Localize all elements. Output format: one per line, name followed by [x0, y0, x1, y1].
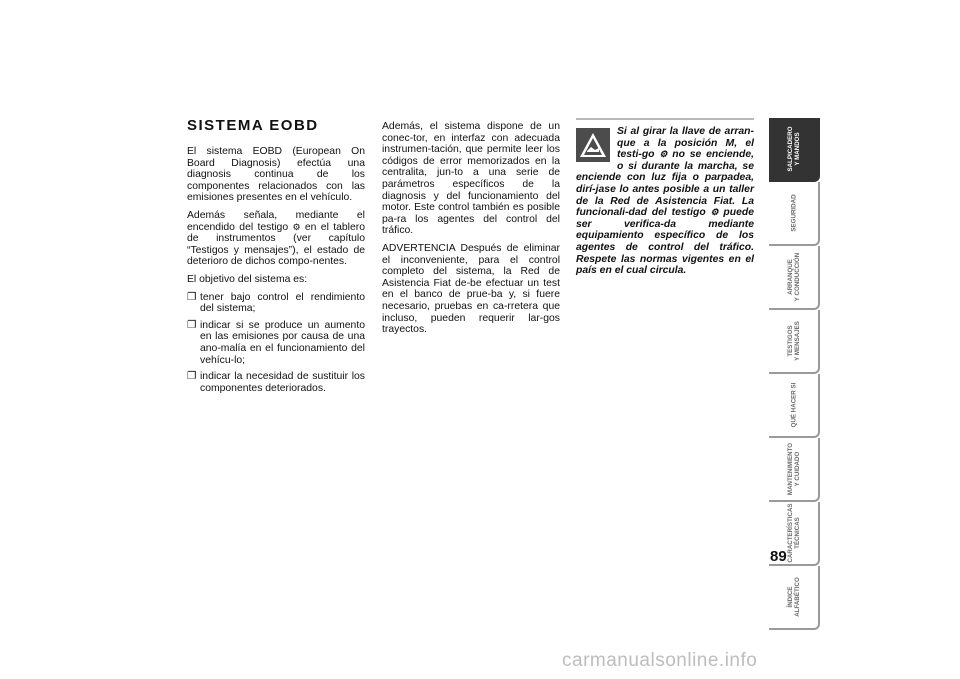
connector-paragraph: Además, el sistema dispone de un conec-tor, en interfaz con adecuada instrumen-tación, que permite leer los códigos de error memorizados en la centralita, jun-to a una serie de parámetros específicos de la diagnosis y del funcionamiento del motor. Este control también es posible pa-ra los agentes del control del tráfico.: [382, 121, 560, 237]
objective-list: [187, 292, 365, 395]
advertencia-paragraph: ADVERTENCIA Después de eliminar el inconveniente, para el control completo del sistema, la Red de Asistencia Fiat de-be efectuar un test en el banco de prue-ba y, si fuere necesario, pruebas en ca-rretera que incluso, pueden requerir lar-gos trayectos.: [382, 242, 560, 336]
checkbox-bullet-icon: ❐: [187, 291, 197, 303]
tab-que-hacer[interactable]: QUÉ HACER SI: [769, 374, 820, 438]
divider: [576, 118, 754, 120]
watermark: carmanualsonline.info: [562, 650, 758, 671]
tab-testigos[interactable]: TESTIGOS Y MENSAJES: [769, 310, 820, 374]
page-title: SISTEMA EOBD: [187, 117, 319, 134]
intro-paragraph: El sistema EOBD (European On Board Diagnosis) efectúa una diagnosis continua de los componentes relacionados con las emisiones presentes en el vehículo.: [187, 146, 365, 204]
engine-warning-icon: ⚙: [292, 221, 301, 232]
tab-caracteristicas[interactable]: CARACTERÍSTICAS TÉCNICAS: [769, 502, 820, 566]
list-item: ❐ indicar la necesidad de sustituir los componentes deteriorados.: [187, 371, 365, 394]
objective-paragraph: El objetivo del sistema es:: [187, 273, 308, 285]
page-number: 89: [770, 548, 787, 565]
warning-triangle-icon: [576, 128, 610, 162]
column-middle: [382, 121, 560, 342]
tab-indice[interactable]: ÍNDICE ALFABÉTICO: [769, 566, 820, 630]
engine-warning-icon: ⚙: [710, 207, 719, 218]
tab-seguridad[interactable]: SEGURIDAD: [769, 182, 820, 246]
tab-arranque[interactable]: ARRANQUE Y CONDUCCIÓN: [769, 246, 820, 310]
warning-text: Si al girar la llave de arran-que a la posición M, el testi-go ⚙ no se enciende, o si durante la marcha, se enciende con luz fija o parpadea, dirí-jase lo antes posible a un taller de la Red de Asistencia Fiat. La funcionali-dad del testigo ⚙ puede ser verifica-da mediante equipamiento específico de los agentes de control del tráfico. Respete las normas vigentes en el país en el cual circula.: [576, 126, 755, 277]
engine-warning-icon: ⚙: [659, 149, 668, 160]
checkbox-bullet-icon: ❐: [187, 319, 197, 331]
list-item: ❐ tener bajo control el rendimiento del sistema;: [187, 291, 365, 315]
list-item: ❐ indicar si se produce un aumento en las emisiones por causa de una ano-malía en el funcionamiento del vehícu-lo;: [187, 319, 365, 366]
warning-box: [576, 118, 754, 277]
tab-salpicadero[interactable]: SALPICADERO Y MANDOS: [769, 118, 820, 182]
column-left: [187, 146, 365, 399]
checkbox-bullet-icon: ❐: [187, 371, 197, 383]
tab-mantenimiento[interactable]: MANTENIMIENTO Y CUIDADO: [769, 438, 820, 502]
indicator-paragraph: Además señala, mediante el encendido del testigo ⚙ en el tablero de instrumentos (ver capítulo “Testigos y mensajes”), el estado de deterioro de dichos compo-nentes.: [187, 209, 365, 268]
